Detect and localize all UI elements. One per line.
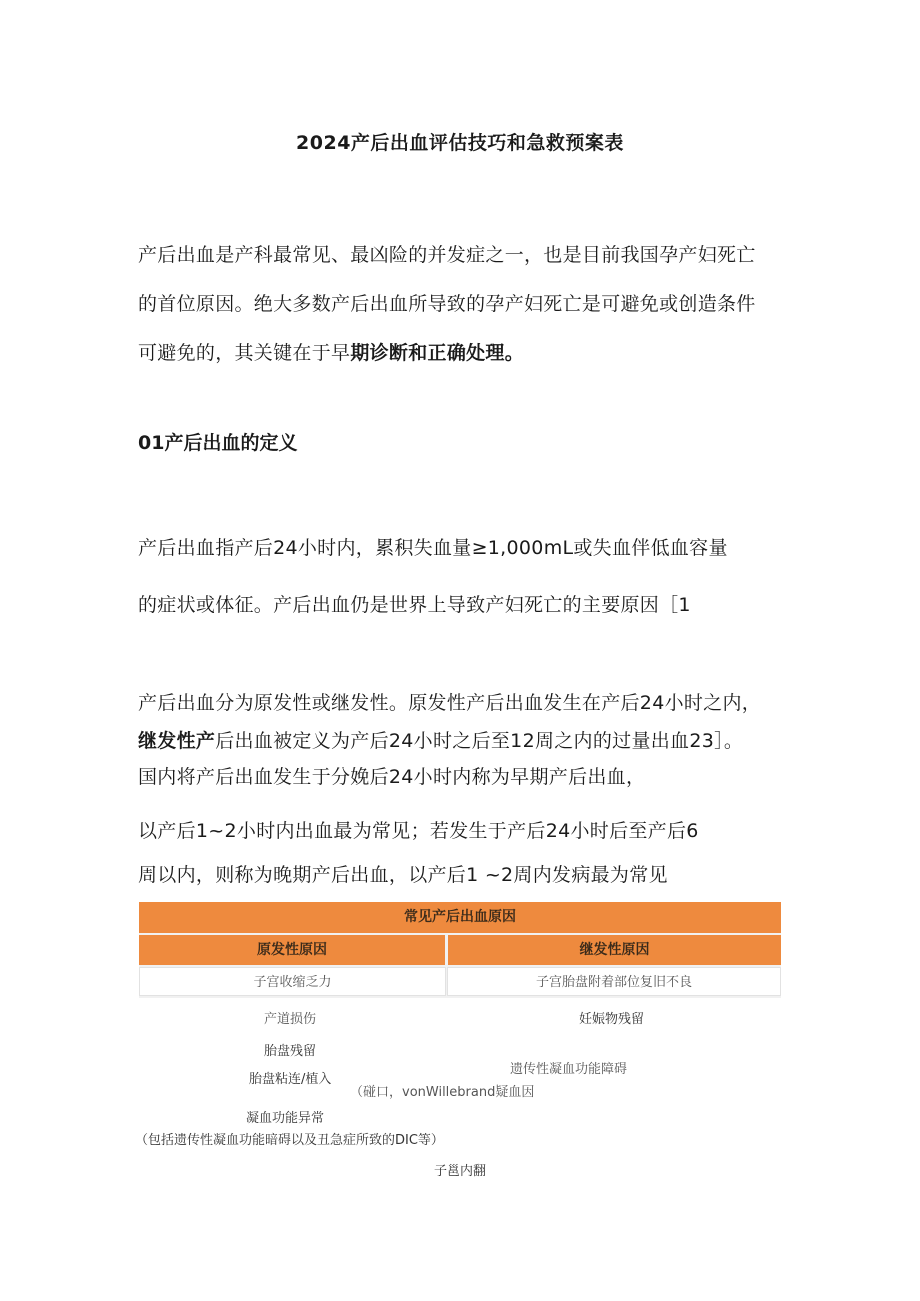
primary-cause-item: 胎盘残留 — [264, 1044, 317, 1059]
primary-cause-item: 产道损伤 — [264, 1012, 317, 1027]
intro-line-2: 的首位原因。绝大多数产后出血所导致的孕产妇死亡是可避免或创造条件 — [138, 293, 756, 315]
causes-table — [139, 902, 781, 998]
intro-line-3-normal: 可避免的，其关键在于早 — [138, 342, 351, 364]
table-col-secondary: 继发性原因 — [448, 935, 781, 965]
classification-line-2-bold: 继发性产 — [138, 730, 216, 752]
intro-line-3-bold: 期诊断和正确处理。 — [350, 342, 525, 364]
primary-cause-item: 胎盘粘连/植入 — [249, 1072, 332, 1087]
timing-line-1: 以产后1~2小时内出血最为常见；若发生于产后24小时后至产后6 — [138, 820, 699, 842]
primary-cause-note: （包括遗传性凝血功能暗碍以及丑急症所致的DIC等） — [135, 1133, 444, 1148]
table-header: 常见产后出血原因 — [139, 902, 781, 933]
table-cell-primary: 子宫收缩乏力 — [139, 967, 446, 996]
timing-line-2: 周以内，则称为晚期产后出血，以产后1 ~2周内发病最为常见 — [138, 864, 668, 886]
section-heading-definition: 01产后出血的定义 — [138, 432, 298, 454]
table-cell-secondary: 子宫胎盘附着部位复旧不良 — [447, 967, 781, 996]
secondary-cause-item: 妊娠物残留 — [579, 1012, 645, 1027]
classification-line-2 — [138, 726, 743, 753]
table-col-primary: 原发性原因 — [139, 935, 445, 965]
classification-line-3: 国内将产后出血发生于分娩后24小时内称为早期产后出血， — [138, 766, 646, 788]
classification-line-1: 产后出血分为原发性或继发性。原发性产后出血发生在产后24小时之内， — [138, 692, 762, 714]
page-title: 2024产后出血评估技巧和急救预案表 — [296, 132, 624, 154]
classification-line-2-normal: 后出血被定义为产后24小时之后至12周之内的过量出血23］。 — [215, 730, 744, 752]
secondary-cause-item: 遗传性凝血功能障碍 — [510, 1062, 628, 1077]
definition-line-2: 的症状或体征。产后出血仍是世界上导致产妇死亡的主要原因［1 — [138, 594, 691, 616]
intro-line-3 — [138, 338, 524, 365]
primary-cause-item: 凝血功能异常 — [246, 1111, 325, 1126]
intro-line-1: 产后出血是产科最常见、最凶险的并发症之一，也是目前我国孕产妇死亡 — [138, 244, 756, 266]
primary-cause-item: 子邕内翻 — [434, 1164, 487, 1179]
secondary-cause-note: （碰口，vonWillebrand疑血因 — [350, 1085, 535, 1100]
definition-line-1: 产后出血指产后24小时内，累积失血量≥1,000mL或失血伴低血容量 — [138, 537, 728, 559]
